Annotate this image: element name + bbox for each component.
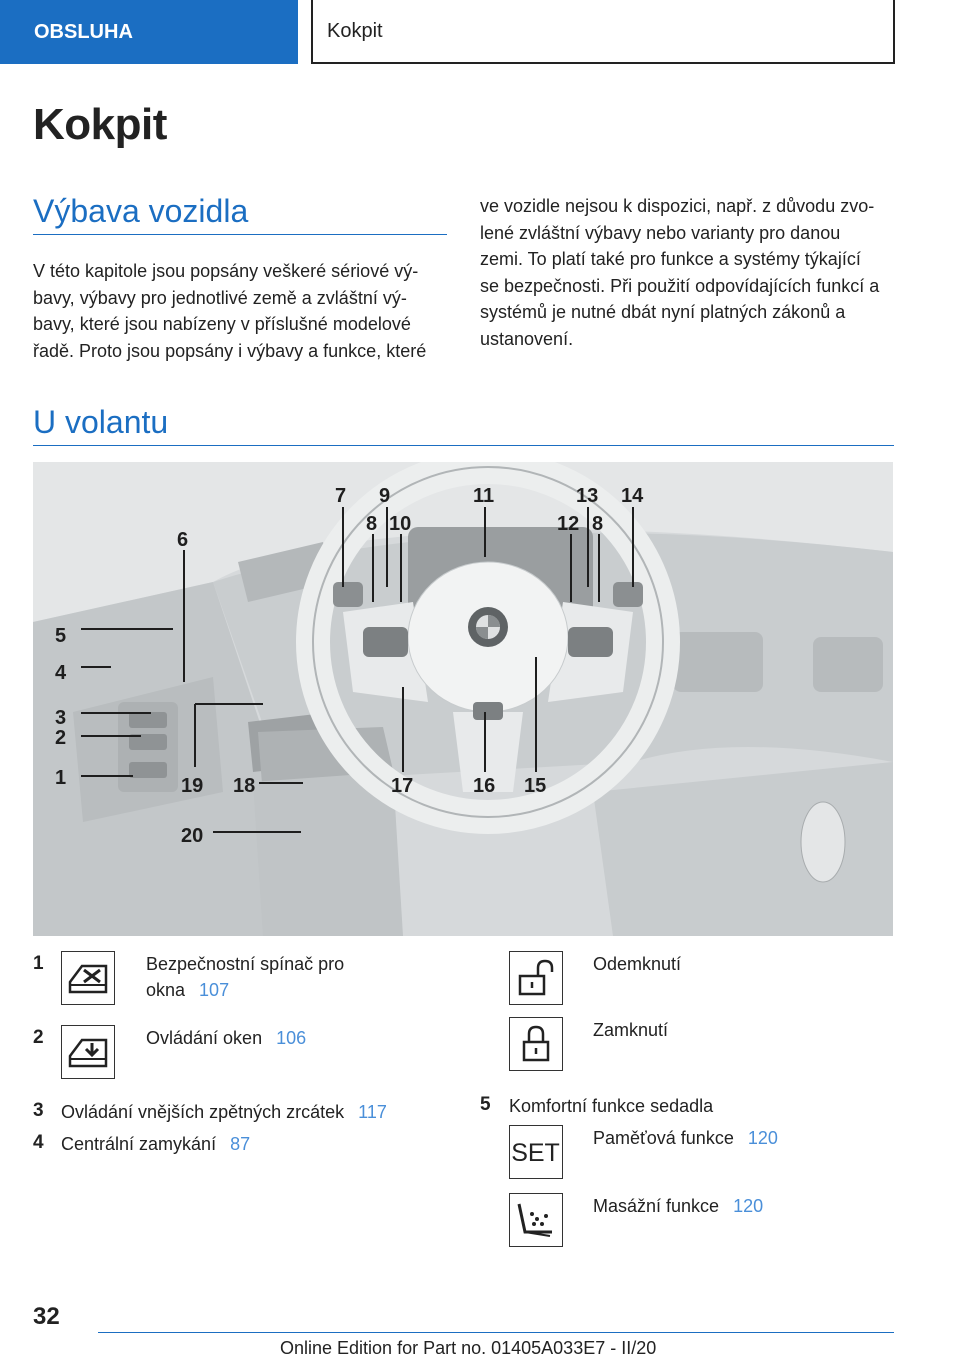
callout-15: 15 <box>524 775 547 797</box>
equipment-section-title: Výbava vozidla <box>33 193 249 229</box>
callout-17: 17 <box>391 775 414 797</box>
callout-10: 10 <box>389 513 412 535</box>
callout-19: 19 <box>181 775 204 797</box>
callout-14: 14 <box>621 485 644 507</box>
callout-8b: 8 <box>592 513 604 535</box>
callout-5: 5 <box>55 625 67 647</box>
callout-20: 20 <box>181 825 204 847</box>
page-ref-link[interactable]: 107 <box>199 980 230 1000</box>
page-ref-link[interactable]: 120 <box>747 1128 778 1148</box>
page-ref-link[interactable]: 106 <box>276 1028 307 1048</box>
callout-7: 7 <box>335 485 347 507</box>
callout-6: 6 <box>177 529 189 551</box>
legend-number-1: 1 <box>33 953 44 974</box>
callout-8: 8 <box>366 513 378 535</box>
legend-lock: Zamknutí <box>593 1020 669 1040</box>
callout-12: 12 <box>557 513 580 535</box>
legend-number-5: 5 <box>480 1094 491 1115</box>
legend-massage: Masážní funkce 120 <box>593 1196 764 1216</box>
callout-2: 2 <box>55 727 67 749</box>
unlock-icon <box>509 951 563 1005</box>
footer-rule <box>98 1332 894 1333</box>
legend-item-2: Ovládání oken 106 <box>146 1028 307 1048</box>
legend-unlock: Odemknutí <box>593 954 682 974</box>
callout-9: 9 <box>379 485 391 507</box>
legend-memory: Paměťová funkce 120 <box>593 1128 778 1148</box>
chapter-header <box>311 0 895 64</box>
callout-18: 18 <box>233 775 256 797</box>
page-number: 32 <box>33 1303 60 1330</box>
equipment-text-right: ve vozidle nejsou k dispozici, např. z důvodu zvo‐ lené zvláštní výbavy nebo varianty pro danou zemi. To platí také pro funkce a systémy týkající se bezpečnosti. Při použití odpovídajících funkcí a systémů je nutné dbát nyní platných zákonů a ustanovení. <box>480 196 880 349</box>
page-ref-link[interactable]: 120 <box>733 1196 764 1216</box>
callout-4: 4 <box>55 662 67 684</box>
callout-13: 13 <box>576 485 599 507</box>
set-memory-icon <box>509 1125 563 1179</box>
page-ref-link[interactable]: 87 <box>230 1134 251 1154</box>
callout-1: 1 <box>55 767 67 789</box>
section-rule <box>33 234 447 235</box>
steering-section-title: U volantu <box>33 404 169 440</box>
legend-item-3: Ovládání vnějších zpětných zrcátek 117 <box>61 1102 387 1122</box>
footer-edition: Online Edition for Part no. 01405A033E7 - II/20 <box>280 1338 657 1358</box>
lock-icon <box>509 1017 563 1071</box>
legend-number-3: 3 <box>33 1100 44 1121</box>
legend-number-2: 2 <box>33 1027 44 1048</box>
section-rule <box>33 445 894 446</box>
chapter-label: Kokpit <box>327 19 383 42</box>
page-title: Kokpit <box>33 100 167 149</box>
cockpit-illustration <box>33 462 893 936</box>
legend-item-1: Bezpečnostní spínač pro okna 107 <box>146 954 345 1000</box>
window-safety-switch-icon <box>61 951 115 1005</box>
section-label: OBSLUHA <box>34 20 133 43</box>
equipment-text-left: V této kapitole jsou popsány veškeré sériové vý‐ bavy, výbavy pro jednotlivé země a zvláštní vý‐ bavy, které jsou nabízeny v příslušné modelové řadě. Proto jsou popsány i výbavy a funkce, které <box>33 261 427 361</box>
section-tab <box>0 0 298 64</box>
callout-3: 3 <box>55 707 67 729</box>
window-control-icon <box>61 1025 115 1079</box>
callout-16: 16 <box>473 775 496 797</box>
legend-item-5: Komfortní funkce sedadla <box>509 1096 714 1116</box>
callout-11: 11 <box>473 485 495 507</box>
cockpit-drawing <box>33 462 893 936</box>
set-label: SET <box>511 1139 560 1167</box>
seat-massage-icon <box>509 1193 563 1247</box>
page-ref-link[interactable]: 117 <box>358 1102 387 1122</box>
legend-number-4: 4 <box>33 1132 44 1153</box>
legend-item-4: Centrální zamykání 87 <box>61 1134 251 1154</box>
